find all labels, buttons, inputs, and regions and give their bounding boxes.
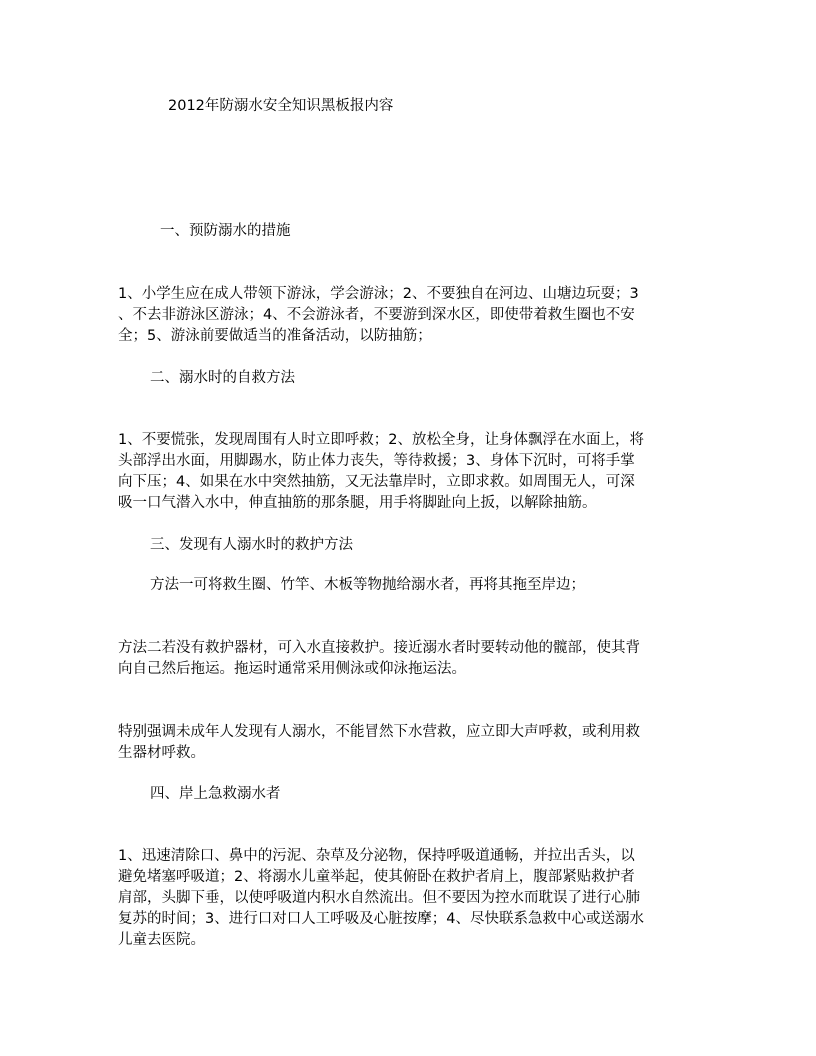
section-1-line-2: 、不去非游泳区游泳；4、不会游泳者，不要游到深水区，即使带着救生圈也不安 [118, 307, 635, 323]
section-4-line-5: 儿童去医院。 [118, 932, 205, 948]
section-1-line-1: 1、小学生应在成人带领下游泳，学会游泳；2、不要独自在河边、山塘边玩耍；3 [118, 286, 639, 302]
section-4-line-1: 1、迅速清除口、鼻中的污泥、杂草及分泌物，保持呼吸道通畅，并拉出舌头，以 [118, 848, 635, 864]
section-3-method-2-line-1: 方法二若没有救护器材，可入水直接救护。接近溺水者时要转动他的髋部，使其背 [118, 640, 640, 656]
section-3-method-2-line-2: 向自己然后拖运。拖运时通常采用侧泳或仰泳拖运法。 [118, 661, 466, 677]
section-4-heading: 四、岸上急救溺水者 [150, 786, 281, 802]
section-2-line-3: 向下压；4、如果在水中突然抽筋，又无法靠岸时，立即求救。如周围无人，可深 [118, 474, 635, 490]
section-1-heading: 一、预防溺水的措施 [160, 223, 291, 239]
section-3-method-1: 方法一可将救生圈、竹竿、木板等物抛给溺水者，再将其拖至岸边； [150, 577, 585, 593]
section-2-line-1: 1、不要慌张，发现周围有人时立即呼救；2、放松全身，让身体飘浮在水面上，将 [118, 432, 644, 448]
section-3-emphasis-line-2: 生器材呼救。 [118, 745, 205, 761]
document-title: 2012年防溺水安全知识黑板报内容 [168, 98, 394, 114]
section-4-line-2: 避免堵塞呼吸道；2、将溺水儿童举起，使其俯卧在救护者肩上，腹部紧贴救护者 [118, 869, 635, 885]
section-4-line-4: 复苏的时间；3、进行口对口人工呼吸及心脏按摩；4、尽快联系急救中心或送溺水 [118, 911, 644, 927]
section-3-emphasis-line-1: 特别强调未成年人发现有人溺水，不能冒然下水营救，应立即大声呼救，或利用救 [118, 724, 640, 740]
section-2-line-2: 头部浮出水面，用脚踢水，防止体力丧失，等待救援；3、身体下沉时，可将手掌 [118, 453, 635, 469]
section-2-heading: 二、溺水时的自救方法 [150, 370, 295, 386]
section-4-line-3: 肩部，头脚下垂，以使呼吸道内积水自然流出。但不要因为控水而耽误了进行心肺 [118, 890, 640, 906]
section-1-line-3: 全；5、游泳前要做适当的准备活动，以防抽筋； [118, 328, 432, 344]
section-3-heading: 三、发现有人溺水时的救护方法 [150, 537, 353, 553]
section-2-line-4: 吸一口气潜入水中，伸直抽筋的那条腿，用手将脚趾向上扳，以解除抽筋。 [118, 495, 597, 511]
